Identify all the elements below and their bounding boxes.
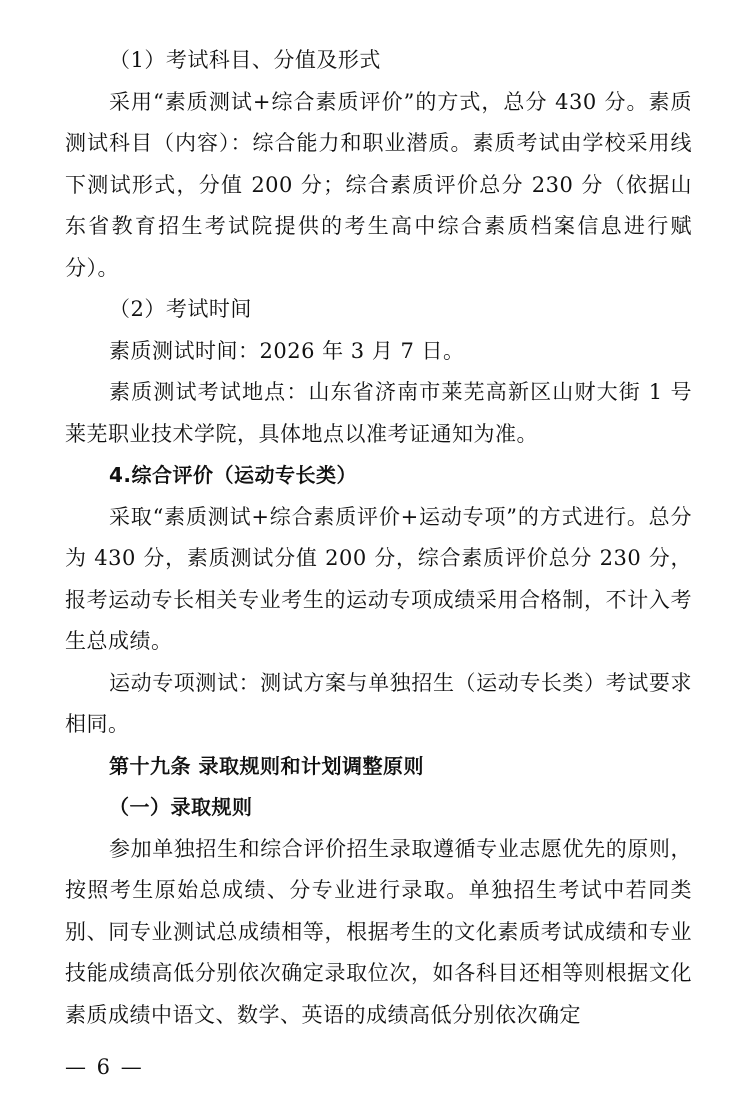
paragraph-sports-method: 采取“素质测试+综合素质评价+运动专项”的方式进行。总分为 430 分，素质测试分值 200 分，综合素质评价总分 230 分，报考运动专长相关专业考生的运动专项成绩采用合格制，不计入考生总成绩。 [65,504,692,653]
document-body [65,40,692,1036]
subheading-exam-subjects: （1）考试科目、分值及形式 [109,48,381,72]
paragraph-sports-test: 运动专项测试：测试方案与单独招生（运动专长类）考试要求相同。 [65,670,692,736]
paragraph-test-time: 素质测试时间：2026 年 3 月 7 日。 [109,338,465,363]
heading-admission-rules: （一）录取规则 [109,795,253,819]
subheading-exam-time: （2）考试时间 [109,297,252,321]
heading-comprehensive-evaluation-sports: 4.综合评价（运动专长类） [109,463,358,487]
paragraph-test-location: 素质测试考试地点：山东省济南市莱芜高新区山财大街 1 号莱芜职业技术学院，具体地点以准考证通知为准。 [65,380,692,446]
heading-article-19: 第十九条 录取规则和计划调整原则 [109,753,424,778]
paragraph-exam-method: 采用“素质测试+综合素质评价”的方式，总分 430 分。素质测试科目（内容）：综合能力和职业潜质。素质考试由学校采用线下测试形式，分值 200 分；综合素质评价总分 230 分（依据山东省教育招生考试院提供的考生高中综合素质档案信息进行赋分）。 [65,89,692,280]
paragraph-admission-rules: 参加单独招生和综合评价招生录取遵循专业志愿优先的原则，按照考生原始总成绩、分专业进行录取。单独招生考试中若同类别、同专业测试总成绩相等，根据考生的文化素质考试成绩和专业技能成绩高低分别依次确定录取位次，如各科目还相等则根据文化素质成绩中语文、数学、英语的成绩高低分别依次确定 [65,836,692,1027]
page-number: — 6 — [65,1055,144,1079]
